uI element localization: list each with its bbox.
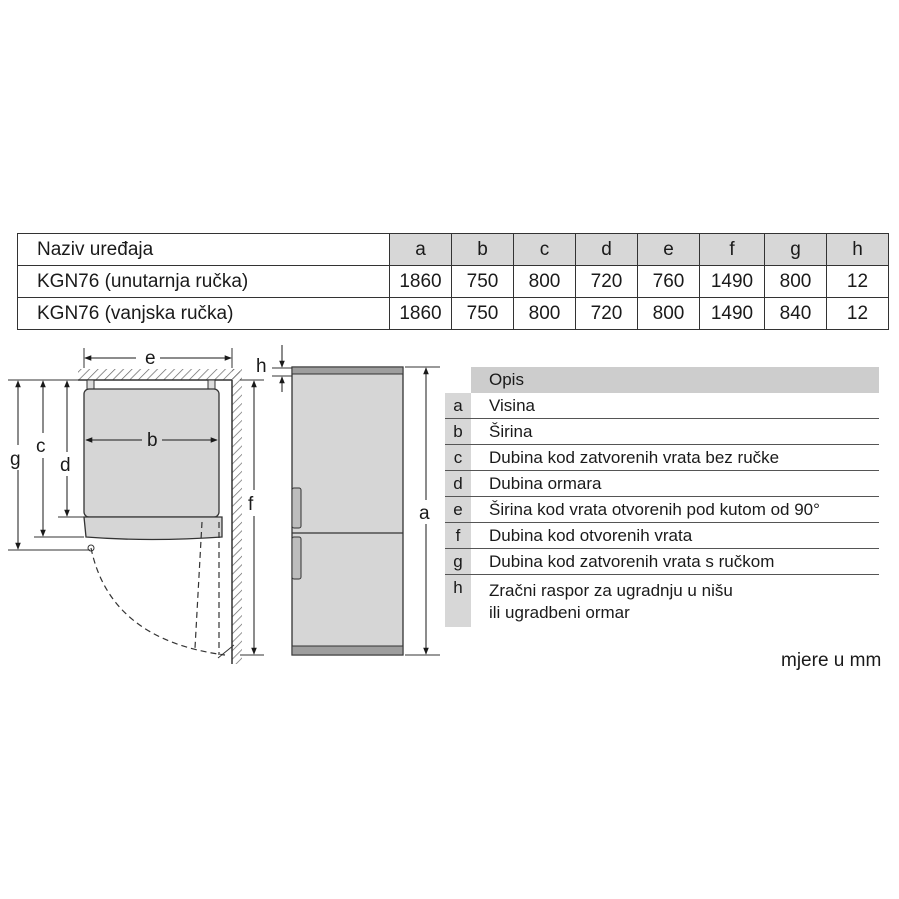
- label-h: h: [256, 356, 267, 377]
- cabinet-body: [84, 389, 219, 517]
- cell-d: 720: [576, 298, 638, 330]
- row-device-name: KGN76 (unutarnja ručka): [18, 266, 390, 298]
- legend-text: Dubina kod zatvorenih vrata s ručkom: [489, 552, 775, 571]
- upper-door-handle: [292, 488, 301, 528]
- label-b: b: [147, 430, 158, 451]
- legend-key: g: [453, 552, 463, 571]
- header-h: h: [827, 234, 889, 266]
- legend-text: Visina: [489, 396, 535, 415]
- legend-key: h: [453, 578, 463, 597]
- cell-b: 750: [452, 266, 514, 298]
- cell-f: 1490: [700, 266, 765, 298]
- cell-e: 760: [638, 266, 700, 298]
- lower-door-handle: [292, 537, 301, 579]
- cell-h: 12: [827, 266, 889, 298]
- legend-text: Dubina kod otvorenih vrata: [489, 526, 693, 545]
- legend-row: [445, 523, 879, 549]
- fridge-front: [292, 367, 403, 655]
- legend-key: b: [453, 422, 463, 441]
- header-a: a: [390, 234, 452, 266]
- legend-row: [445, 575, 879, 627]
- legend-row: [445, 497, 879, 523]
- legend-text: Dubina kod zatvorenih vrata bez ručke: [489, 448, 780, 467]
- legend-text: Širina: [489, 422, 533, 441]
- cell-b: 750: [452, 298, 514, 330]
- legend-row: [445, 445, 879, 471]
- cell-e: 800: [638, 298, 700, 330]
- legend-key: c: [453, 448, 463, 467]
- legend-key: d: [453, 474, 463, 493]
- label-c: c: [36, 436, 46, 457]
- legend-text-continued: ili ugradbeni ormar: [489, 603, 630, 622]
- legend-row: [445, 419, 879, 445]
- header-d: d: [576, 234, 638, 266]
- front-view: [256, 345, 440, 655]
- cell-a: 1860: [390, 298, 452, 330]
- legend-row: [445, 393, 879, 419]
- legend-text: Širina kod vrata otvorenih pod kutom od 90°: [489, 500, 820, 519]
- door-swing-arc: [91, 548, 225, 655]
- legend-row: [445, 471, 879, 497]
- label-a: a: [419, 503, 430, 524]
- unit-note: mjere u mm: [781, 650, 882, 671]
- cell-c: 800: [514, 266, 576, 298]
- header-g: g: [765, 234, 827, 266]
- label-e: e: [145, 348, 156, 369]
- cell-c: 800: [514, 298, 576, 330]
- open-door-outline: [195, 522, 219, 655]
- header-f: f: [700, 234, 765, 266]
- cell-d: 720: [576, 266, 638, 298]
- label-f: f: [248, 494, 254, 515]
- header-device-name: Naziv uređaja: [18, 234, 390, 266]
- header-e: e: [638, 234, 700, 266]
- legend-row: [445, 549, 879, 575]
- legend-key: e: [453, 500, 463, 519]
- cell-f: 1490: [700, 298, 765, 330]
- legend-text: Dubina ormara: [489, 474, 602, 493]
- top-view: [8, 348, 264, 664]
- legend-title: Opis: [489, 370, 524, 389]
- cell-g: 800: [765, 266, 827, 298]
- legend-text: Zračni raspor za ugradnju u nišu: [489, 581, 733, 600]
- header-c: c: [514, 234, 576, 266]
- wall-top-hatch: [78, 369, 240, 380]
- label-g: g: [10, 449, 21, 470]
- cell-g: 840: [765, 298, 827, 330]
- row-device-name: KGN76 (vanjska ručka): [18, 298, 390, 330]
- header-b: b: [452, 234, 514, 266]
- wall-right-hatch: [232, 369, 242, 664]
- legend-key: f: [455, 526, 461, 545]
- label-d: d: [60, 455, 71, 476]
- cell-h: 12: [827, 298, 889, 330]
- legend-header: [471, 367, 879, 393]
- legend-key: a: [453, 396, 463, 415]
- cell-a: 1860: [390, 266, 452, 298]
